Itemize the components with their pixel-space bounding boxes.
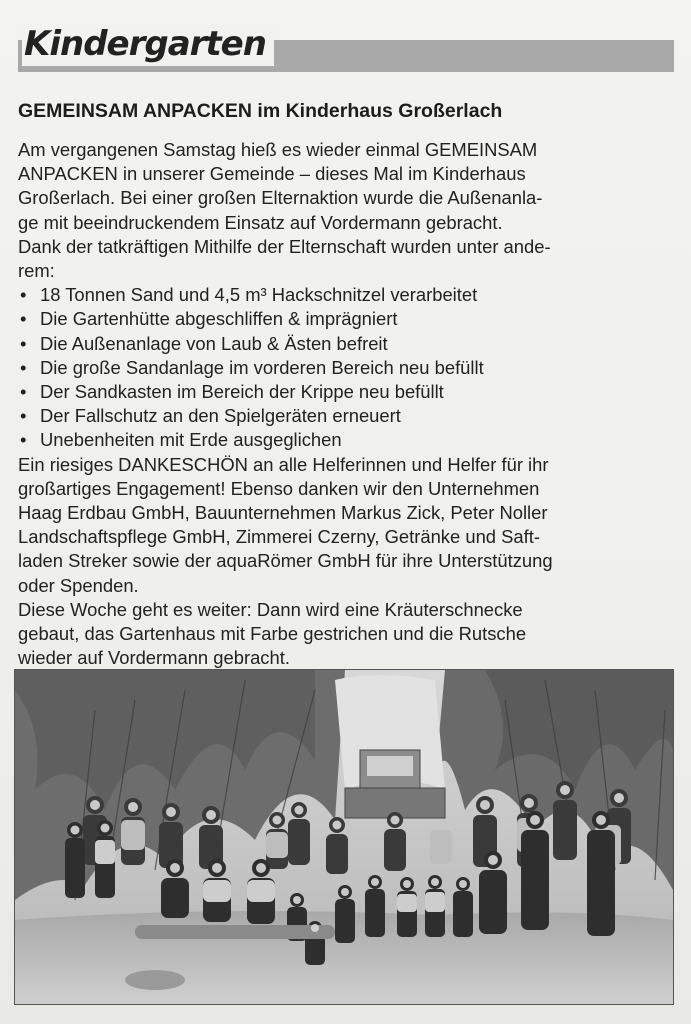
list-item: • Die Außenanlage von Laub & Ästen befreit (18, 332, 674, 356)
thanks-paragraph (18, 453, 674, 598)
work-list (18, 283, 674, 452)
thanks-line: Ein riesiges DANKESCHÖN an alle Helferinnen und Helfer für ihr (18, 453, 549, 475)
thanks-line: laden Streker sowie der aquaRömer GmbH für ihre Unterstützung (18, 550, 553, 572)
intro-paragraph (18, 138, 674, 283)
list-item: • Der Sandkasten im Bereich der Krippe neu befüllt (18, 380, 674, 404)
outlook-line: gebaut, das Gartenhaus mit Farbe gestrichen und die Rutsche (18, 623, 527, 645)
list-item: • Der Fallschutz an den Spielgeräten erneuert (18, 404, 674, 428)
intro-line: Am vergangenen Samstag hieß es wieder einmal GEMEINSAM (18, 139, 538, 160)
intro-line: Großerlach. Bei einer großen Elternaktion wurde die Außenanla- (18, 187, 543, 209)
group-photo (14, 669, 674, 1005)
list-item: • Die Gartenhütte abgeschliffen & imprägniert (18, 307, 674, 331)
intro-line: Dank der tatkräftigen Mithilfe der Elternschaft wurden unter ande- (18, 235, 551, 257)
thanks-line: oder Spenden. (18, 574, 139, 596)
outlook-paragraph (18, 598, 674, 671)
list-item: • Unebenheiten mit Erde ausgeglichen (18, 428, 674, 452)
thanks-line: Landschaftspflege GmbH, Zimmerei Czerny, Getränke und Saft- (18, 526, 540, 548)
group-photo-illustration (15, 670, 673, 1004)
outlook-line: wieder auf Vordermann gebracht. (18, 647, 290, 669)
article-body (18, 138, 674, 670)
thanks-line: großartiges Engagement! Ebenso danken wir den Unternehmen (18, 477, 540, 499)
article-headline: GEMEINSAM ANPACKEN im Kinderhaus Großerlach (18, 100, 503, 122)
list-item: • 18 Tonnen Sand und 4,5 m³ Hackschnitzel verarbeitet (18, 283, 674, 307)
intro-line: rem: (18, 260, 55, 282)
outlook-line: Diese Woche geht es weiter: Dann wird eine Kräuterschnecke (18, 598, 523, 620)
intro-line: ge mit beeindruckendem Einsatz auf Vordermann gebracht. (18, 211, 503, 233)
list-item: • Die große Sandanlage im vorderen Bereich neu befüllt (18, 356, 674, 380)
intro-line: ANPACKEN in unserer Gemeinde – dieses Mal im Kinderhaus (18, 163, 526, 185)
thanks-line: Haag Erdbau GmbH, Bauunternehmen Markus Zick, Peter Noller (18, 502, 548, 524)
section-title: Kindergarten (22, 22, 274, 66)
